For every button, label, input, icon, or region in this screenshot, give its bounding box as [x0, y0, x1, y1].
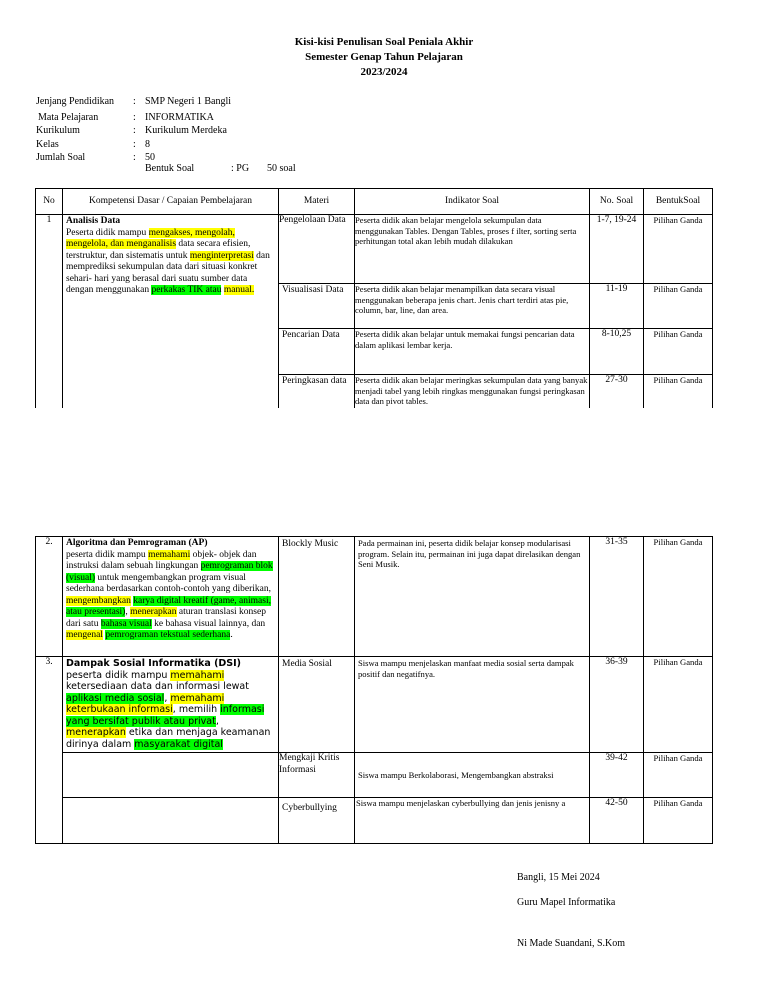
- row-no: 2.: [36, 537, 63, 657]
- mapel-label: Mata Pelajaran: [38, 112, 99, 123]
- indikator-cell: Peserta didik akan belajar menampilkan data secara visual menggunakan beberapa jenis chart. Jenis chart terdiri atas pie, column, bar, line, dan area.: [355, 284, 590, 329]
- materi-cell: Visualisasi Data: [279, 284, 355, 329]
- jenjang-label: Jenjang Pendidikan: [36, 96, 115, 107]
- kd-highlight: menerapkan: [66, 727, 126, 738]
- nosoal-cell: 36-39: [590, 657, 644, 753]
- kd-text: .: [230, 630, 233, 640]
- kd-text: ,: [164, 692, 171, 704]
- nosoal-cell: 31-35: [590, 537, 644, 657]
- kd-text: untuk mengembangkan program visual sederhana berdasarkan contoh-contoh yang diberikan,: [66, 572, 271, 594]
- nosoal-cell: 8-10,25: [590, 329, 644, 375]
- bentuk-value: : PG: [231, 163, 250, 174]
- kd-highlight: memahami: [148, 549, 191, 560]
- bentuk-cell: Pilihan Ganda: [644, 537, 713, 657]
- kisi-table-part1: [35, 188, 713, 408]
- kd-text: ,: [215, 715, 219, 727]
- table-row: [36, 798, 713, 844]
- kd-highlight: pemrograman tekstual sederhana: [105, 630, 231, 640]
- kd-text: aturan translasi konsep dari satu: [66, 607, 266, 629]
- kd-text: etika dan menjaga keamanan dirinya dalam: [66, 727, 271, 750]
- kd-text: ,: [125, 607, 131, 617]
- kd-highlight: mengelola, dan menganalisis: [66, 239, 177, 249]
- materi-cell: Cyberbullying: [279, 798, 355, 844]
- kd-title: Dampak Sosial Informatika (DSI): [66, 658, 242, 669]
- colon: :: [133, 152, 136, 163]
- indikator-cell: Siswa mampu menjelaskan cyberbullying dan jenis jenisny a: [355, 798, 590, 844]
- kd-cell-dampak-sosial: [63, 657, 279, 753]
- kd-text: , memilih: [172, 704, 221, 715]
- colon: :: [133, 112, 136, 123]
- signature-role: Guru Mapel Informatika: [517, 897, 616, 908]
- kd-highlight: memahami: [170, 669, 225, 681]
- bentuk-count: 50 soal: [267, 163, 296, 174]
- indikator-cell: Peserta didik akan belajar mengelola sekumpulan data menggunakan Tables. Dengan Tables, proses f ilter, sorting serta perhitungan total akan lebih mudah dilakukan: [355, 215, 590, 284]
- bentuk-cell: Pilihan Ganda: [644, 657, 713, 753]
- kd-highlight: perkakas TIK atau: [151, 285, 222, 295]
- bentuk-cell: Pilihan Ganda: [644, 375, 713, 408]
- nosoal-cell: 11-19: [590, 284, 644, 329]
- kd-highlight: bahasa visual: [100, 618, 152, 629]
- row-no: 3.: [36, 657, 63, 844]
- bentuk-cell: Pilihan Ganda: [644, 284, 713, 329]
- indikator-cell: Siswa mampu Berkolaborasi, Mengembangkan abstraksi: [355, 753, 590, 798]
- bentuk-label: Bentuk Soal: [145, 163, 195, 174]
- materi-cell: Mengkaji Kritis Informasi: [279, 753, 355, 798]
- header-kd: Kompetensi Dasar / Capaian Pembelajaran: [63, 189, 279, 215]
- table-header-row: [36, 189, 713, 215]
- header-materi: Materi: [279, 189, 355, 215]
- indikator-cell: Pada permainan ini, peserta didik belajar konsep modularisasi program. Selain itu, permainan ini juga dapat direlasikan dengan Seni Musik.: [355, 537, 590, 657]
- kd-highlight: menginterpretasi: [189, 250, 254, 261]
- kd-text: Peserta didik mampu: [66, 227, 149, 238]
- colon: :: [133, 96, 136, 107]
- nosoal-cell: 42-50: [590, 798, 644, 844]
- kd-text: ke bahasa visual lainnya, dan: [151, 618, 266, 629]
- jenjang-value: SMP Negeri 1 Bangli: [145, 96, 232, 107]
- bentuk-cell: Pilihan Ganda: [644, 215, 713, 284]
- header-bentuk: BentukSoal: [644, 189, 713, 215]
- header-indikator: Indikator Soal: [355, 189, 590, 215]
- indikator-cell: Siswa mampu menjelaskan manfaat media sosial serta dampak positif dan negatifnya.: [355, 657, 590, 753]
- doc-title-line2: Semester Genap Tahun Pelajaran: [305, 51, 463, 63]
- kd-cell-algoritma: [63, 537, 279, 657]
- materi-cell: Media Sosial: [279, 657, 355, 753]
- kd-title: Analisis Data: [66, 216, 121, 226]
- kd-highlight: mengakses, mengolah,: [148, 227, 235, 238]
- kd-highlight: masyarakat digital: [134, 738, 223, 750]
- kd-highlight: mengenal: [66, 630, 103, 640]
- colon: :: [133, 125, 136, 136]
- kd-highlight: mengembangkan: [66, 595, 131, 606]
- kelas-value: 8: [145, 139, 150, 150]
- header-nosoal: No. Soal: [590, 189, 644, 215]
- kd-text: ketersediaan data dan informasi lewat: [66, 681, 249, 692]
- table-row: [36, 753, 713, 798]
- kd-highlight: manual.: [223, 285, 255, 295]
- kd-cell-analisis-data: [63, 215, 279, 408]
- jumlah-label: Jumlah Soal: [36, 152, 86, 163]
- kd-empty-cell: [63, 753, 279, 798]
- bentuk-cell: Pilihan Ganda: [644, 753, 713, 798]
- nosoal-cell: 39-42: [590, 753, 644, 798]
- kd-highlight: memahami keterbukaan informasi: [66, 692, 225, 715]
- materi-cell: Blockly Music: [279, 537, 355, 657]
- doc-title-line1: Kisi-kisi Penulisan Soal Peniala Akhir: [294, 36, 474, 48]
- indikator-cell: Peserta didik akan belajar untuk memakai fungsi pencarian data dalam aplikasi lembar kerja.: [355, 329, 590, 375]
- kelas-label: Kelas: [36, 139, 59, 150]
- nosoal-cell: 27-30: [590, 375, 644, 408]
- doc-title-year: 2023/2024: [360, 66, 408, 78]
- kd-text: peserta didik mampu: [66, 549, 149, 560]
- signature-place-date: Bangli, 15 Mei 2024: [517, 872, 600, 883]
- kd-text: dan memprediksi sekumpulan data dari situasi konkret sehari- hari yang berasal dari suatu sumber data dengan menggunakan: [66, 250, 270, 295]
- nosoal-cell: 1-7, 19-24: [590, 215, 644, 284]
- kd-highlight: pemrograman blok (visual): [66, 561, 273, 583]
- kd-text: objek- objek dan instruksi dalam sebuah lingkungan: [66, 549, 257, 571]
- materi-cell: Pencarian Data: [279, 329, 355, 375]
- kd-highlight: informasi yang bersifat publik atau privat: [66, 704, 265, 727]
- bentuk-cell: Pilihan Ganda: [644, 329, 713, 375]
- kd-highlight: menerapkan: [130, 607, 177, 617]
- kisi-table-part2: [35, 536, 713, 844]
- materi-cell: Peringkasan data: [279, 375, 355, 408]
- kd-empty-cell: [63, 798, 279, 844]
- kd-highlight: karya digital kreatif (game, animasi, atau presentasi): [66, 595, 271, 617]
- kd-text: peserta didik mampu: [66, 669, 171, 681]
- kurikulum-label: Kurikulum: [36, 125, 80, 136]
- table-row: [36, 537, 713, 657]
- kd-title: Algoritma dan Pemrograman (AP): [66, 538, 208, 548]
- table-row: [36, 657, 713, 753]
- kd-highlight: aplikasi media sosial: [66, 692, 165, 704]
- signature-name: Ni Made Suandani, S.Kom: [517, 938, 626, 949]
- indikator-cell: Peserta didik akan belajar meringkas sekumpulan data yang banyak menjadi tabel yang lebih ringkas menggunakan fungsi peringkasan data dan pivot tables.: [355, 375, 590, 408]
- row-no: 1: [36, 215, 63, 408]
- kd-text: data secara efisien, terstruktur, dan sistematis untuk: [66, 239, 251, 261]
- colon: :: [133, 139, 136, 150]
- jumlah-value: 50: [145, 152, 155, 163]
- header-no: No: [36, 189, 63, 215]
- table-row: [36, 215, 713, 284]
- mapel-value: INFORMATIKA: [145, 112, 214, 123]
- materi-cell: Pengelolaan Data: [279, 215, 355, 284]
- kurikulum-value: Kurikulum Merdeka: [145, 125, 227, 136]
- bentuk-cell: Pilihan Ganda: [644, 798, 713, 844]
